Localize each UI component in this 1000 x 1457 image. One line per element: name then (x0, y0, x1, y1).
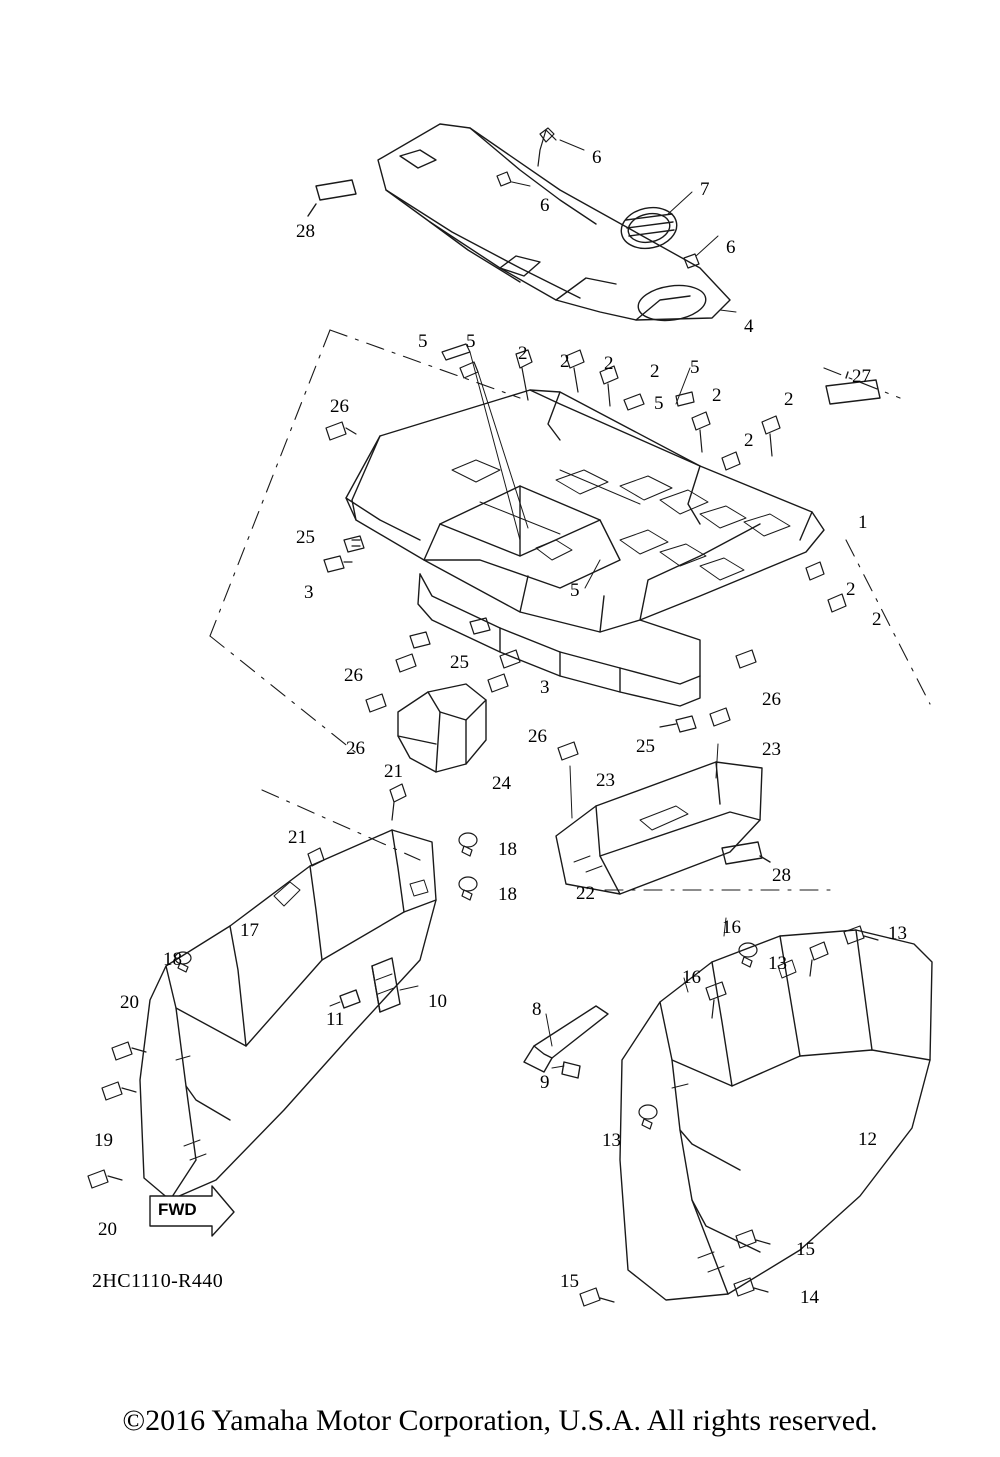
duct-24 (398, 684, 486, 772)
copyright-notice: ©2016 Yamaha Motor Corporation, U.S.A. All rights reserved. (122, 1404, 878, 1437)
diagram-part-code: 2HC1110-R440 (92, 1270, 224, 1292)
callout-number: 20 (98, 1219, 117, 1240)
callout-number: 25 (450, 652, 469, 673)
fastener-group-left-cover (88, 784, 477, 1188)
callout-number: 26 (344, 665, 363, 686)
callout-number: 16 (722, 917, 741, 938)
callout-number: 24 (492, 773, 511, 794)
label-tag-28 (308, 180, 356, 216)
clip-25-group (344, 536, 696, 732)
callout-number: 5 (654, 393, 664, 414)
callout-number: 2 (650, 361, 660, 382)
callout-number: 28 (296, 221, 315, 242)
callout-number: 18 (498, 839, 517, 860)
callout-number: 20 (120, 992, 139, 1013)
callout-number: 8 (532, 999, 542, 1020)
callout-number: 26 (528, 726, 547, 747)
callout-number: 3 (540, 677, 550, 698)
callout-number: 10 (428, 991, 447, 1012)
callout-number: 3 (304, 582, 314, 603)
bolt-group-left (324, 422, 756, 760)
projection-lines (210, 330, 930, 890)
callout-number: 19 (94, 1130, 113, 1151)
callout-number: 11 (326, 1009, 345, 1030)
callout-number: 28 (772, 865, 791, 886)
callout-number: 13 (768, 953, 787, 974)
fwd-direction-label: FWD (158, 1200, 197, 1219)
callout-number: 25 (296, 527, 315, 548)
fastener-group-right-cover (580, 918, 878, 1306)
callout-number: 17 (240, 920, 259, 941)
callout-number: 26 (762, 689, 781, 710)
callout-number: 14 (800, 1287, 819, 1308)
bed-top-fasteners (442, 344, 846, 612)
callout-number: 23 (762, 739, 781, 760)
callout-number: 26 (346, 738, 365, 759)
bed-lower-skirt (418, 574, 700, 706)
callout-number: 7 (700, 179, 710, 200)
callout-number: 6 (726, 237, 736, 258)
callout-number: 25 (636, 736, 655, 757)
callout-number: 5 (418, 331, 428, 352)
callout-number: 2 (518, 343, 528, 364)
bracket-10 (330, 958, 418, 1012)
callout-number: 15 (560, 1271, 579, 1292)
callout-number: 2 (604, 353, 614, 374)
callout-number: 6 (540, 195, 550, 216)
callout-number: 6 (592, 147, 602, 168)
callout-number: 5 (570, 580, 580, 601)
callout-number: 16 (682, 967, 701, 988)
callout-number: 2 (744, 430, 754, 451)
callout-number: 5 (690, 357, 700, 378)
callout-number: 12 (858, 1129, 877, 1150)
dash-panel-outline (378, 124, 730, 325)
callout-number: 15 (796, 1239, 815, 1260)
cargo-bed-outline (346, 390, 824, 632)
callout-number: 21 (288, 827, 307, 848)
callout-number: 2 (712, 385, 722, 406)
callout-number: 18 (498, 884, 517, 905)
right-side-cover-12 (620, 930, 932, 1300)
callout-number: 4 (744, 316, 754, 337)
callout-number: 21 (384, 761, 403, 782)
callout-number: 27 (852, 366, 871, 387)
callout-number: 26 (330, 396, 349, 417)
callout-number: 5 (466, 331, 476, 352)
callout-number: 18 (163, 949, 182, 970)
callout-number: 9 (540, 1072, 550, 1093)
lower-panel-22 (556, 744, 762, 894)
callout-number: 13 (888, 923, 907, 944)
callout-number: 2 (784, 389, 794, 410)
callout-number: 1 (858, 512, 868, 533)
callout-number: 2 (560, 351, 570, 372)
callout-number: 2 (872, 609, 882, 630)
callout-number: 22 (576, 883, 595, 904)
callout-number: 2 (846, 579, 856, 600)
left-side-cover-17 (140, 827, 436, 1200)
callout-number: 13 (602, 1130, 621, 1151)
callout-number: 23 (596, 770, 615, 791)
